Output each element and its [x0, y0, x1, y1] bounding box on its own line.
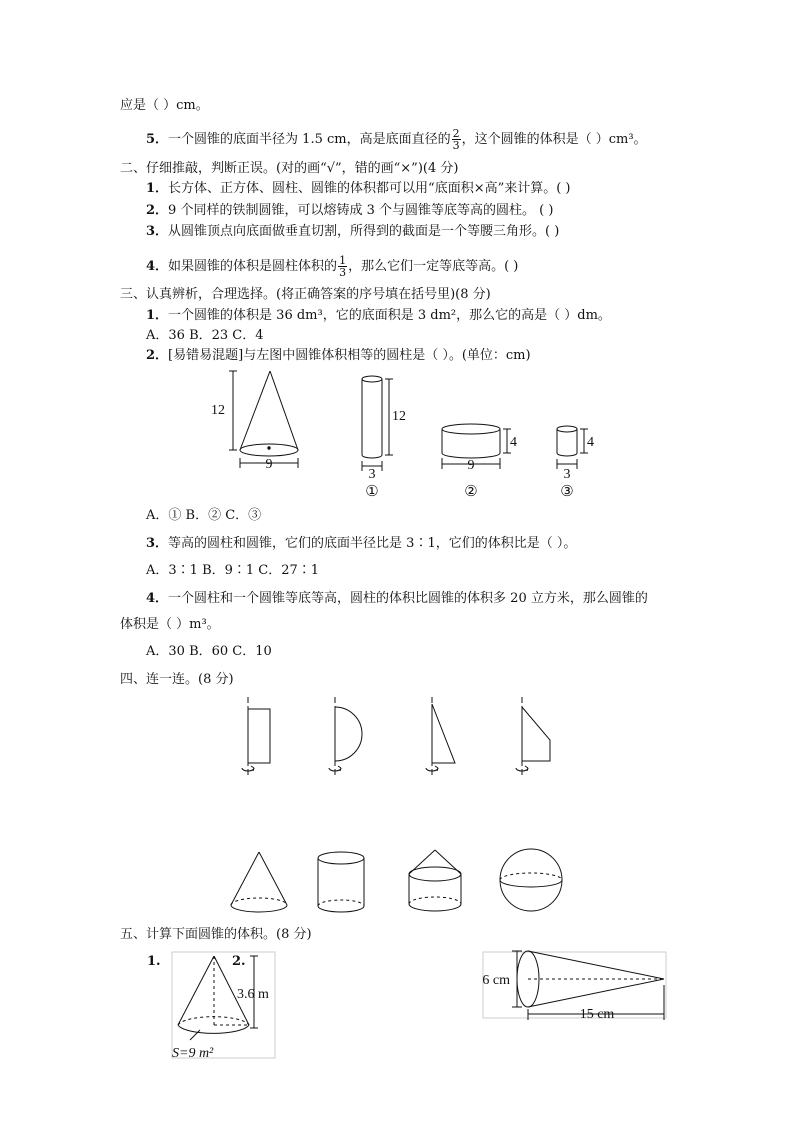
q1-tail: 应是（ ）cm。 — [120, 98, 209, 113]
section-5-title: 五、计算下面圆锥的体积。(8 分) — [120, 927, 312, 942]
sec3-item-3: 3．等高的圆柱和圆锥，它们的底面半径比是 3∶1，它们的体积比是（ ）。 — [146, 536, 577, 551]
sec3-item-4-cont: 体积是（ ）m³。 — [120, 617, 220, 632]
semicircle-shape — [329, 697, 362, 775]
cone-diameter-label: 9 — [265, 457, 273, 472]
calc-item-2-number: 2. — [232, 954, 246, 969]
sec2-item-4: 4．如果圆锥的体积是圆柱体积的 $\frac{1}{3}$ ，那么它们一定等底等高。( ) — [146, 254, 519, 279]
fraction: $\frac{1}{3}$ — [339, 254, 347, 279]
sec2-item-1: 1．长方体、正方体、圆柱、圆锥的体积都可以用“底面积×高”来计算。( ) — [146, 181, 571, 196]
calc-cone-2 — [483, 951, 666, 1020]
rotation-shapes — [242, 697, 550, 775]
cylinder-1-height-label: 12 — [392, 409, 406, 424]
section-4-title: 四、连一连。(8 分) — [120, 672, 234, 687]
section-2-title: 二、仔细推敲，判断正误。(对的画“√”，错的画“×”)(4 分) — [120, 161, 459, 176]
cone-height-label: 12 — [211, 403, 225, 418]
cone-figure — [229, 371, 298, 468]
cylinder-2-height-label: 4 — [510, 435, 517, 450]
cylinder-2-diameter-label: 9 — [467, 458, 475, 473]
section-3-title: 三、认真辨析，合理选择。(将正确答案的序号填在括号里)(8 分) — [120, 287, 491, 302]
fraction: $\frac{2}{3}$ — [452, 127, 460, 152]
calc-item-1-number: 1. — [147, 954, 161, 969]
cylinder-1-label: ① — [365, 484, 379, 500]
sec3-item-1-options: A．36 B．23 C．4 — [146, 328, 264, 343]
sec3-item-3-options: A．3∶1 B．9∶1 C．27∶1 — [146, 563, 320, 578]
calc-cone-1 — [172, 952, 275, 1058]
sphere-solid — [500, 849, 562, 911]
cylinder-solid — [318, 852, 364, 912]
cylinder-1-diameter-label: 3 — [368, 467, 376, 482]
sec3-item-4: 4．一个圆柱和一个圆锥等底等高，圆柱的体积比圆锥的体积多 20 立方米，那么圆锥的 — [146, 591, 648, 606]
calc-cone-1-base-area: S=9 m² — [172, 1046, 214, 1061]
question-number: 5． — [146, 132, 169, 147]
question-text-end: ，这个圆锥的体积是（ ）cm³。 — [461, 132, 647, 147]
cylinder-3-label: ③ — [560, 484, 574, 500]
sec3-item-2-options: A．① B．② C．③ — [146, 508, 262, 523]
solid-shapes — [231, 849, 562, 912]
cylinder-3-height-label: 4 — [587, 435, 594, 450]
question-text: 一个圆锥的底面半径为 1.5 cm，高是底面直径的 — [168, 132, 451, 147]
calc-cone-2-diameter: 6 cm — [482, 973, 510, 988]
cylinder-3-figure — [557, 426, 588, 469]
sec3-item-1: 1．一个圆锥的体积是 36 dm³，它的底面积是 3 dm²，那么它的高是（ ）dm。 — [146, 308, 611, 323]
calc-cone-2-length: 15 cm — [579, 1007, 615, 1022]
sec3-item-2: 2．[易错易混题]与左图中圆锥体积相等的圆柱是（ ）。(单位：cm) — [146, 348, 531, 363]
cylinder-3-diameter-label: 3 — [563, 467, 571, 482]
cylinder-2-figure — [442, 424, 511, 469]
rectangle-shape — [242, 697, 270, 775]
calc-cone-1-height: 3.6 m — [237, 987, 269, 1002]
triangle-shape — [426, 697, 455, 775]
cylinder-2-label: ② — [464, 484, 478, 500]
cylinder-1-figure — [362, 376, 393, 471]
sec3-item-4-options: A．30 B．60 C．10 — [146, 644, 272, 659]
cone-on-cylinder-solid — [409, 850, 461, 911]
sec2-item-3: 3．从圆锥顶点向底面做垂直切割，所得到的截面是一个等腰三角形。( ) — [146, 224, 560, 239]
trapezoid-shape — [516, 697, 550, 775]
sec2-item-2: 2．9 个同样的铁制圆锥，可以熔铸成 3 个与圆锥等底等高的圆柱。 ( ) — [146, 203, 554, 218]
cone-solid — [231, 852, 287, 912]
